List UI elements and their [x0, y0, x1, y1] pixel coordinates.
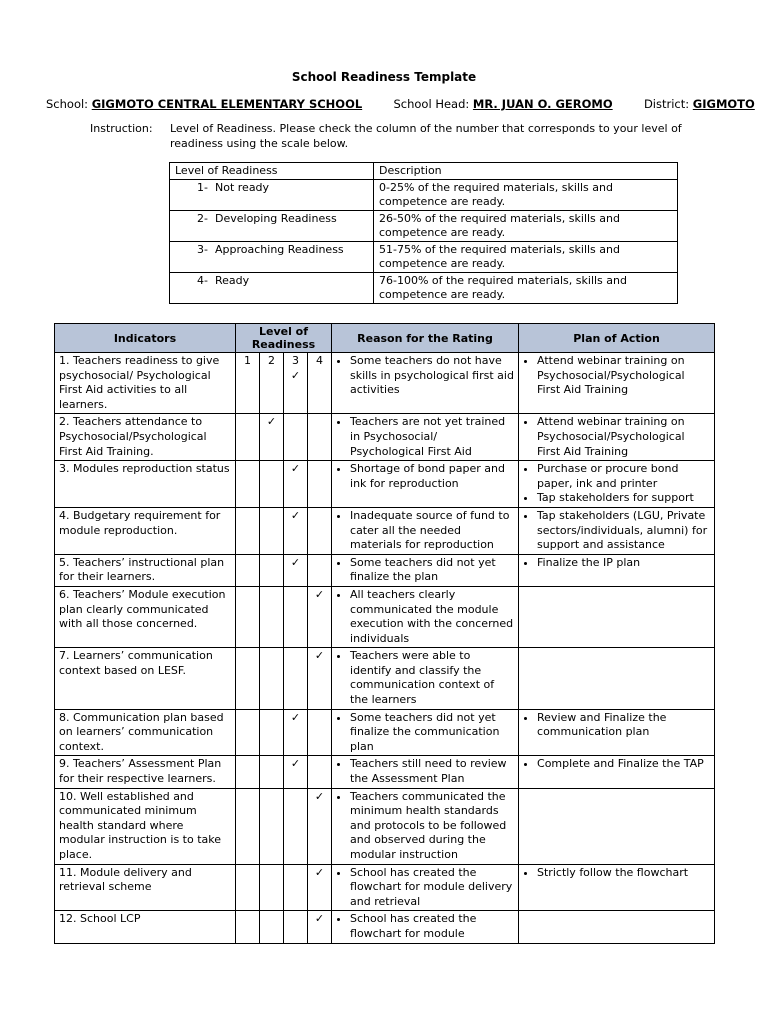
- plan-cell: [519, 461, 715, 508]
- level-cell-4: [308, 756, 332, 788]
- level-cell-3: [284, 353, 308, 414]
- school-name: GIGMOTO CENTRAL ELEMENTARY SCHOOL: [91, 97, 363, 111]
- level-number: 2: [268, 354, 275, 367]
- reason-item: • Teachers communicated the minimum health standards and protocols to be followed and observed during the modular instruction: [350, 790, 514, 863]
- table-row: [55, 586, 715, 647]
- reason-item: • Inadequate source of fund to cater all the needed materials for reproduction: [350, 509, 514, 553]
- plan-cell: [519, 554, 715, 586]
- scale-level-number: 3-: [197, 243, 208, 256]
- level-cell-2: [260, 353, 284, 414]
- plan-item: • Tap stakeholders for support: [537, 491, 710, 506]
- level-cell-4: [308, 864, 332, 911]
- reason-item: • Shortage of bond paper and ink for reproduction: [350, 462, 514, 491]
- check-mark: ✓: [314, 865, 325, 879]
- level-number: 3: [292, 354, 299, 367]
- header-plan: Plan of Action: [519, 324, 715, 353]
- scale-level-name: Not ready: [215, 181, 270, 194]
- plan-item: • Review and Finalize the communication plan: [537, 711, 710, 740]
- scale-row: [170, 273, 678, 304]
- scale-level-number: 4-: [197, 274, 208, 287]
- level-cell-3: [284, 756, 308, 788]
- scale-level-cell: [170, 211, 374, 242]
- level-cell-2: [260, 864, 284, 911]
- check-mark: ✓: [266, 415, 277, 429]
- school-head-label: School Head:: [393, 97, 470, 111]
- scale-level-name: Approaching Readiness: [215, 243, 344, 256]
- level-cell-1: [236, 911, 260, 943]
- reason-cell: [332, 353, 519, 414]
- level-number: 1: [244, 354, 251, 367]
- scale-row: [170, 180, 678, 211]
- plan-cell: [519, 648, 715, 709]
- indicator-cell: 11. Module delivery and retrieval scheme: [55, 864, 236, 911]
- school-label: School:: [46, 97, 89, 111]
- level-cell-1: [236, 709, 260, 756]
- plan-cell: [519, 709, 715, 756]
- table-row: [55, 414, 715, 461]
- level-cell-1: [236, 756, 260, 788]
- table-row: [55, 554, 715, 586]
- level-cell-3: [284, 864, 308, 911]
- level-cell-2: [260, 414, 284, 461]
- scale-description: 51-75% of the required materials, skills and competence are ready.: [374, 242, 678, 273]
- header-level-of-readiness: Level of Readiness: [236, 324, 332, 353]
- plan-cell: [519, 507, 715, 554]
- table-row: [55, 507, 715, 554]
- plan-cell: [519, 353, 715, 414]
- level-cell-4: [308, 648, 332, 709]
- check-mark: ✓: [314, 789, 325, 803]
- table-row: [55, 709, 715, 756]
- reason-cell: [332, 554, 519, 586]
- readiness-table: [54, 323, 715, 944]
- check-mark: ✓: [290, 508, 301, 522]
- scale-level-cell: [170, 242, 374, 273]
- level-cell-3: [284, 554, 308, 586]
- level-cell-1: [236, 788, 260, 864]
- level-cell-2: [260, 788, 284, 864]
- level-cell-1: [236, 507, 260, 554]
- reason-item: • Teachers are not yet trained in Psychosocial/ Psychological First Aid: [350, 415, 514, 459]
- reason-item: • School has created the flowchart for module delivery and retrieval: [350, 866, 514, 910]
- scale-level-name: Developing Readiness: [215, 212, 337, 225]
- level-cell-4: [308, 586, 332, 647]
- level-cell-3: [284, 414, 308, 461]
- scale-description: 76-100% of the required materials, skills and competence are ready.: [374, 273, 678, 304]
- reason-item: • Teachers were able to identify and classify the communication context of the learners: [350, 649, 514, 707]
- plan-cell: [519, 911, 715, 943]
- district-label: District:: [643, 97, 690, 111]
- instruction-label: Instruction:: [90, 122, 153, 135]
- check-mark: ✓: [314, 649, 325, 663]
- level-cell-3: [284, 788, 308, 864]
- plan-item: • Strictly follow the flowchart: [537, 866, 710, 881]
- level-cell-2: [260, 709, 284, 756]
- indicator-cell: 2. Teachers attendance to Psychosocial/Psychological First Aid Training.: [55, 414, 236, 461]
- level-cell-3: [284, 586, 308, 647]
- check-mark: ✓: [290, 710, 301, 724]
- level-cell-2: [260, 586, 284, 647]
- scale-level-number: 1-: [197, 181, 208, 194]
- indicator-cell: 10. Well established and communicated minimum health standard where modular instruction is to take place.: [55, 788, 236, 864]
- level-cell-3: [284, 507, 308, 554]
- table-row: [55, 864, 715, 911]
- plan-item: • Purchase or procure bond paper, ink and printer: [537, 462, 710, 491]
- check-mark: ✓: [290, 368, 301, 382]
- district-name: GIGMOTO: [692, 97, 755, 111]
- readiness-scale-table: [169, 162, 678, 304]
- reason-item: • Some teachers do not have skills in psychological first aid activities: [350, 354, 514, 398]
- header-reason: Reason for the Rating: [332, 324, 519, 353]
- check-mark: ✓: [290, 757, 301, 771]
- reason-cell: [332, 507, 519, 554]
- plan-item: • Finalize the IP plan: [537, 556, 710, 571]
- level-cell-1: [236, 648, 260, 709]
- check-mark: ✓: [314, 587, 325, 601]
- indicator-cell: 1. Teachers readiness to give psychosocial/ Psychological First Aid activities to all learners.: [55, 353, 236, 414]
- level-cell-1: [236, 554, 260, 586]
- reason-cell: [332, 461, 519, 508]
- reason-cell: [332, 648, 519, 709]
- document-title: School Readiness Template: [291, 70, 477, 84]
- table-row: [55, 788, 715, 864]
- level-cell-3: [284, 911, 308, 943]
- instruction-text: Level of Readiness. Please check the column of the number that corresponds to your level of readiness using the scale below.: [170, 122, 682, 150]
- level-cell-1: [236, 864, 260, 911]
- header-indicators: Indicators: [55, 324, 236, 353]
- level-cell-1: [236, 586, 260, 647]
- reason-cell: [332, 756, 519, 788]
- level-cell-4: [308, 911, 332, 943]
- scale-header-row: [170, 163, 678, 180]
- scale-description: 0-25% of the required materials, skills and competence are ready.: [374, 180, 678, 211]
- level-cell-2: [260, 756, 284, 788]
- plan-cell: [519, 586, 715, 647]
- reason-item: • All teachers clearly communicated the module execution with the concerned individuals: [350, 588, 514, 646]
- table-row: [55, 911, 715, 943]
- school-info-line: [46, 97, 755, 111]
- check-mark: ✓: [314, 912, 325, 926]
- level-cell-2: [260, 461, 284, 508]
- reason-item: • Some teachers did not yet finalize the communication plan: [350, 711, 514, 755]
- level-cell-2: [260, 507, 284, 554]
- scale-level-number: 2-: [197, 212, 208, 225]
- plan-item: • Attend webinar training on Psychosocial/Psychological First Aid Training: [537, 415, 710, 459]
- level-cell-1: [236, 414, 260, 461]
- level-cell-3: [284, 648, 308, 709]
- level-cell-4: [308, 554, 332, 586]
- plan-cell: [519, 864, 715, 911]
- check-mark: ✓: [290, 555, 301, 569]
- plan-cell: [519, 756, 715, 788]
- scale-level-name: Ready: [215, 274, 250, 287]
- scale-level-cell: [170, 180, 374, 211]
- level-cell-2: [260, 911, 284, 943]
- table-row: [55, 353, 715, 414]
- scale-description: 26-50% of the required materials, skills and competence are ready.: [374, 211, 678, 242]
- table-row: [55, 756, 715, 788]
- scale-header-level: Level of Readiness: [170, 163, 374, 180]
- reason-item: • Teachers still need to review the Assessment Plan: [350, 757, 514, 786]
- scale-header-description: Description: [374, 163, 678, 180]
- level-cell-4: [308, 414, 332, 461]
- reason-cell: [332, 586, 519, 647]
- reason-cell: [332, 911, 519, 943]
- level-number: 4: [316, 354, 323, 367]
- table-row: [55, 461, 715, 508]
- reason-item: • Some teachers did not yet finalize the plan: [350, 556, 514, 585]
- indicator-cell: 4. Budgetary requirement for module reproduction.: [55, 507, 236, 554]
- plan-item: • Complete and Finalize the TAP: [537, 757, 710, 772]
- level-cell-4: [308, 507, 332, 554]
- scale-level-cell: [170, 273, 374, 304]
- indicator-cell: 6. Teachers’ Module execution plan clearly communicated with all those concerned.: [55, 586, 236, 647]
- plan-item: • Attend webinar training on Psychosocial/Psychological First Aid Training: [537, 354, 710, 398]
- indicator-cell: 7. Learners’ communication context based on LESF.: [55, 648, 236, 709]
- table-header-row: [55, 324, 715, 353]
- level-cell-3: [284, 709, 308, 756]
- level-cell-4: [308, 353, 332, 414]
- scale-row: [170, 211, 678, 242]
- indicator-cell: 12. School LCP: [55, 911, 236, 943]
- plan-item: • Tap stakeholders (LGU, Private sectors/individuals, alumni) for support and assistance: [537, 509, 710, 553]
- reason-cell: [332, 414, 519, 461]
- reason-item: • School has created the flowchart for module: [350, 912, 514, 941]
- level-cell-4: [308, 461, 332, 508]
- level-cell-1: [236, 461, 260, 508]
- plan-cell: [519, 414, 715, 461]
- plan-cell: [519, 788, 715, 864]
- reason-cell: [332, 864, 519, 911]
- level-cell-4: [308, 709, 332, 756]
- indicator-cell: 3. Modules reproduction status: [55, 461, 236, 508]
- reason-cell: [332, 788, 519, 864]
- check-mark: ✓: [290, 462, 301, 476]
- indicator-cell: 8. Communication plan based on learners’ communication context.: [55, 709, 236, 756]
- level-cell-4: [308, 788, 332, 864]
- table-row: [55, 648, 715, 709]
- indicator-cell: 9. Teachers’ Assessment Plan for their respective learners.: [55, 756, 236, 788]
- level-cell-2: [260, 554, 284, 586]
- indicator-cell: 5. Teachers’ instructional plan for their learners.: [55, 554, 236, 586]
- scale-row: [170, 242, 678, 273]
- level-cell-3: [284, 461, 308, 508]
- school-head-name: MR. JUAN O. GEROMO: [472, 97, 613, 111]
- reason-cell: [332, 709, 519, 756]
- level-cell-2: [260, 648, 284, 709]
- level-cell-1: [236, 353, 260, 414]
